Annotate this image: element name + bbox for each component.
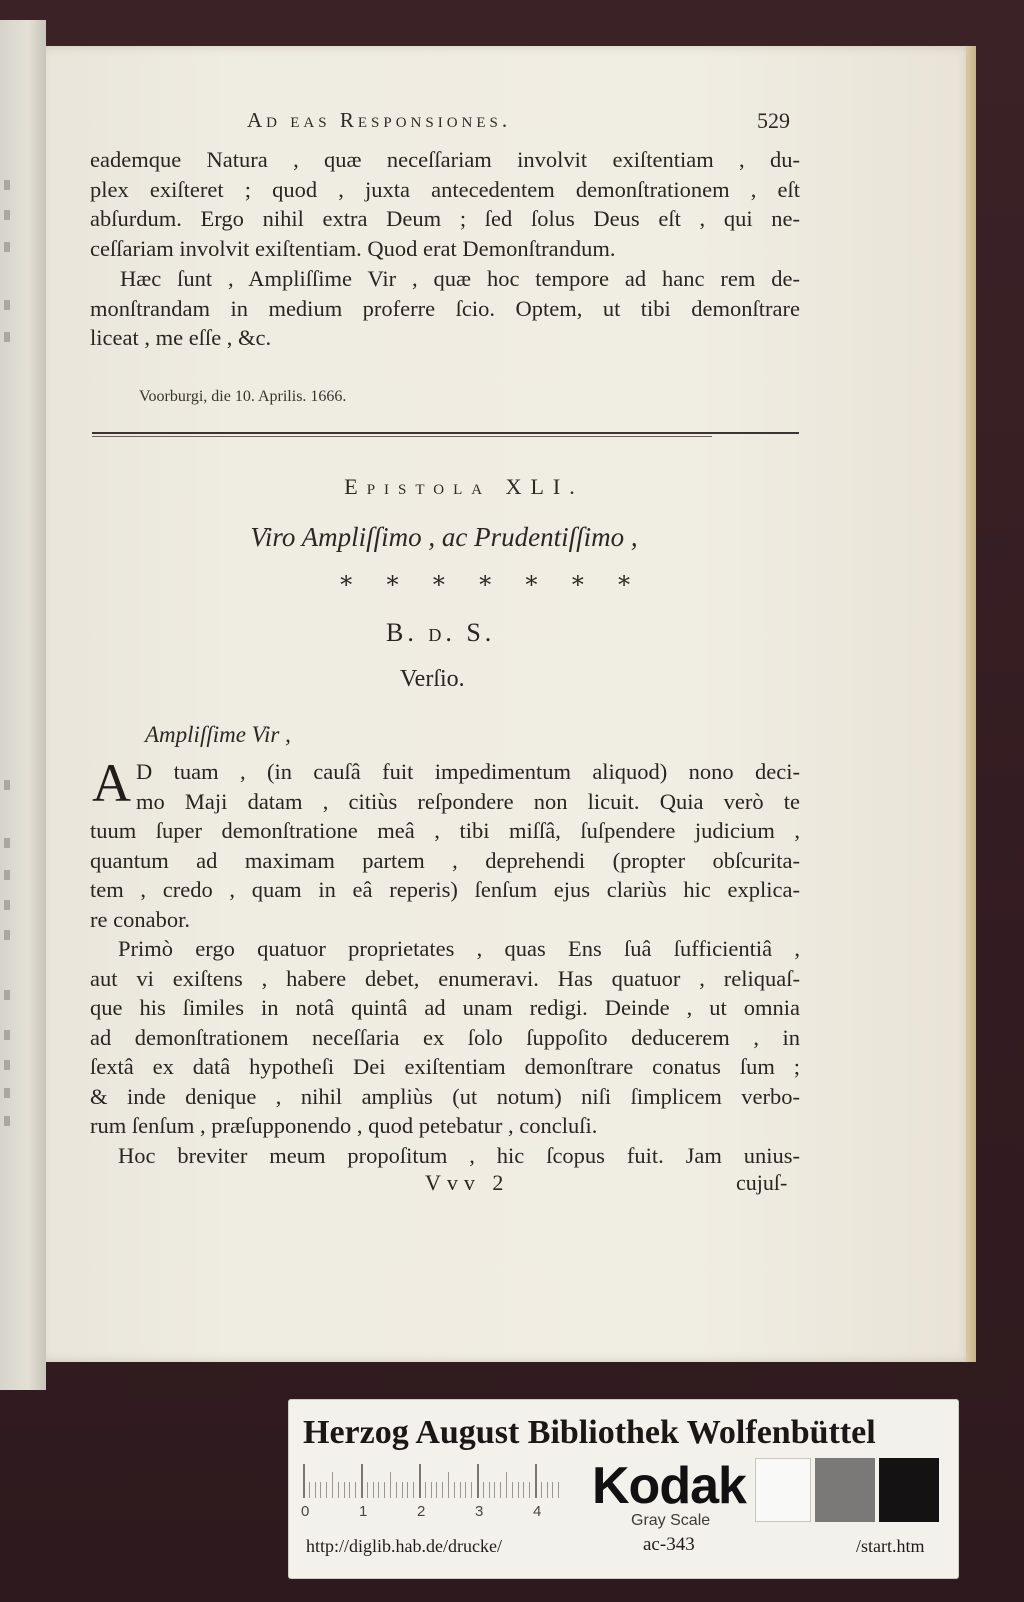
shelfmark: ac-343: [643, 1534, 695, 1555]
salutation: Ampliſſime Vir ,: [145, 722, 291, 747]
text-line: que his ſimiles in notâ quintâ ad unam redigi. Deinde , ut omnia: [90, 995, 800, 1020]
ruler-tick: [506, 1472, 507, 1498]
ruler-tick: [494, 1482, 495, 1498]
text-line: mo Maji datam , citiùs reſpondere non licuit. Quia verò te: [136, 788, 800, 814]
text-line: & inde denique , nihil ampliùs (ut notum) niſi ſimplicem verbo-: [90, 1083, 800, 1109]
gray-swatch-black: [879, 1458, 939, 1522]
ruler-tick: [471, 1482, 472, 1498]
gray-swatch-white: [755, 1458, 811, 1522]
paragraph-2: [90, 264, 800, 353]
ruler-tick: [309, 1482, 310, 1498]
ruler-tick: [361, 1464, 363, 1498]
ruler-tick: [384, 1482, 385, 1498]
text-line: re conabor.: [90, 906, 190, 932]
ruler-number: 2: [417, 1503, 426, 1520]
scale-ruler: [303, 1462, 565, 1498]
ruler-tick: [390, 1472, 391, 1498]
gray-scale-label: Gray Scale: [631, 1512, 711, 1529]
ruler-tick: [523, 1482, 524, 1498]
addressee: Viro Ampliſſimo , ac Prudentiſſimo ,: [250, 522, 638, 552]
text-line: quantum ad maximam partem , deprehendi (propter obſcurita-: [90, 847, 800, 873]
kodak-logo: Kodak: [592, 1457, 746, 1515]
ruler-tick: [512, 1482, 513, 1498]
ruler-tick: [454, 1482, 455, 1498]
ruler-tick: [338, 1482, 339, 1498]
text-line: eademque Natura , quæ neceſſariam involvit exiſtentiam , du-: [90, 147, 800, 172]
text-line: tem , credo , quam in eâ reperis) ſenſum ejus clariùs hic explica-: [90, 877, 800, 902]
text-line: Hoc breviter meum propoſitum , hic ſcopus fuit. Jam unius-: [118, 1143, 800, 1168]
letter-title-text: Epistola XLI.: [344, 474, 584, 499]
page-fore-edge: [966, 46, 976, 1362]
text-line: tuum ſuper demonſtratione meâ , tibi miſſâ, ſuſpendere judicium ,: [90, 818, 800, 843]
paragraph-4: [90, 934, 800, 1141]
ruler-tick: [326, 1482, 327, 1498]
ruler-tick: [402, 1482, 403, 1498]
library-name: Herzog August Bibliothek Wolfenbüttel: [303, 1414, 876, 1451]
ruler-tick: [378, 1482, 379, 1498]
ruler-tick: [529, 1482, 530, 1498]
ruler-tick: [436, 1482, 437, 1498]
facing-page-edge: [0, 20, 46, 1390]
versio-heading: Verſio.: [400, 666, 465, 692]
ruler-tick: [477, 1464, 479, 1498]
ruler-tick: [431, 1482, 432, 1498]
ruler-tick: [355, 1482, 356, 1498]
asterisk-line: ∗ ∗ ∗ ∗ ∗ ∗ ∗: [338, 568, 645, 594]
text-line: abſurdum. Ergo nihil extra Deum ; ſed ſolus Deus eſt , qui ne-: [90, 206, 800, 231]
text-line: aut vi exiſtens , habere debet, enumeravi. Has quatuor , reliquaſ-: [90, 965, 800, 991]
ruler-tick: [489, 1482, 490, 1498]
ruler-number: 4: [533, 1503, 542, 1520]
ruler-number: 0: [301, 1503, 310, 1520]
ruler-tick: [483, 1482, 484, 1498]
dateline: Voorburgi, die 10. Aprilis. 1666.: [139, 388, 347, 405]
ruler-tick: [547, 1482, 548, 1498]
ruler-tick: [448, 1472, 449, 1498]
ruler-tick: [320, 1482, 321, 1498]
ruler-tick: [344, 1482, 345, 1498]
text-line: rum ſenſum , præſupponendo , quod petebatur , concluſi.: [90, 1113, 598, 1138]
page-number: 529: [757, 108, 790, 133]
text-line: monſtrandam in medium proferre ſcio. Optem, ut tibi demonſtrare: [90, 295, 800, 321]
text-line: ceſſariam involvit exiſtentiam. Quod erat Demonſtrandum.: [90, 235, 616, 261]
author-initials: B. d. S.: [386, 618, 496, 647]
drop-cap: A: [92, 753, 131, 813]
section-rule: [92, 432, 799, 434]
ruler-tick: [396, 1482, 397, 1498]
ruler-tick: [367, 1482, 368, 1498]
ruler-tick: [332, 1472, 333, 1498]
ruler-tick: [315, 1482, 316, 1498]
ruler-tick: [558, 1482, 559, 1498]
text-line: plex exiſteret ; quod , juxta antecedentem demonſtrationem , eſt: [90, 176, 800, 202]
ruler-tick: [419, 1464, 421, 1498]
text-line: Hæc ſunt , Ampliſſime Vir , quæ hoc tempore ad hanc rem de-: [120, 266, 800, 291]
section-rule-thin: [92, 436, 712, 437]
catchword: cujuſ-: [736, 1170, 788, 1195]
start-page-path: /start.htm: [856, 1536, 925, 1556]
paragraph-3: [90, 816, 800, 934]
ruler-tick: [407, 1482, 408, 1498]
paragraph-1: [90, 145, 800, 263]
ruler-tick: [425, 1482, 426, 1498]
paragraph-5: [90, 1141, 800, 1171]
text-line: liceat , me eſſe , &c.: [90, 325, 272, 350]
text-line: ſextâ ex datâ hypotheſi Dei exiſtentiam demonſtrare conatus ſum ;: [90, 1054, 800, 1079]
ruler-tick: [465, 1482, 466, 1498]
text-line: ad demonſtrationem neceſſaria ex ſolo ſuppoſito deducerem , in: [90, 1024, 800, 1050]
running-head: Ad eas Responsiones.: [247, 108, 512, 132]
ruler-tick: [349, 1482, 350, 1498]
ruler-tick: [541, 1482, 542, 1498]
ruler-tick: [535, 1464, 537, 1498]
text-line: Primò ergo quatuor proprietates , quas Ens ſuâ ſufficientiâ ,: [118, 936, 800, 961]
source-url: http://diglib.hab.de/drucke/: [306, 1536, 502, 1556]
signature-mark: Vvv 2: [425, 1170, 510, 1195]
ruler-number: 1: [359, 1503, 368, 1520]
gray-swatch-mid: [815, 1458, 875, 1522]
ruler-tick: [518, 1482, 519, 1498]
library-target-card: [289, 1400, 958, 1578]
ruler-number: 3: [475, 1503, 484, 1520]
ruler-tick: [442, 1482, 443, 1498]
ruler-tick: [552, 1482, 553, 1498]
ruler-tick: [413, 1482, 414, 1498]
ruler-tick: [373, 1482, 374, 1498]
ruler-tick: [460, 1482, 461, 1498]
ruler-tick: [303, 1464, 305, 1498]
ruler-tick: [500, 1482, 501, 1498]
text-line: D tuam , (in cauſâ fuit impedimentum aliquod) nono deci-: [136, 759, 800, 784]
